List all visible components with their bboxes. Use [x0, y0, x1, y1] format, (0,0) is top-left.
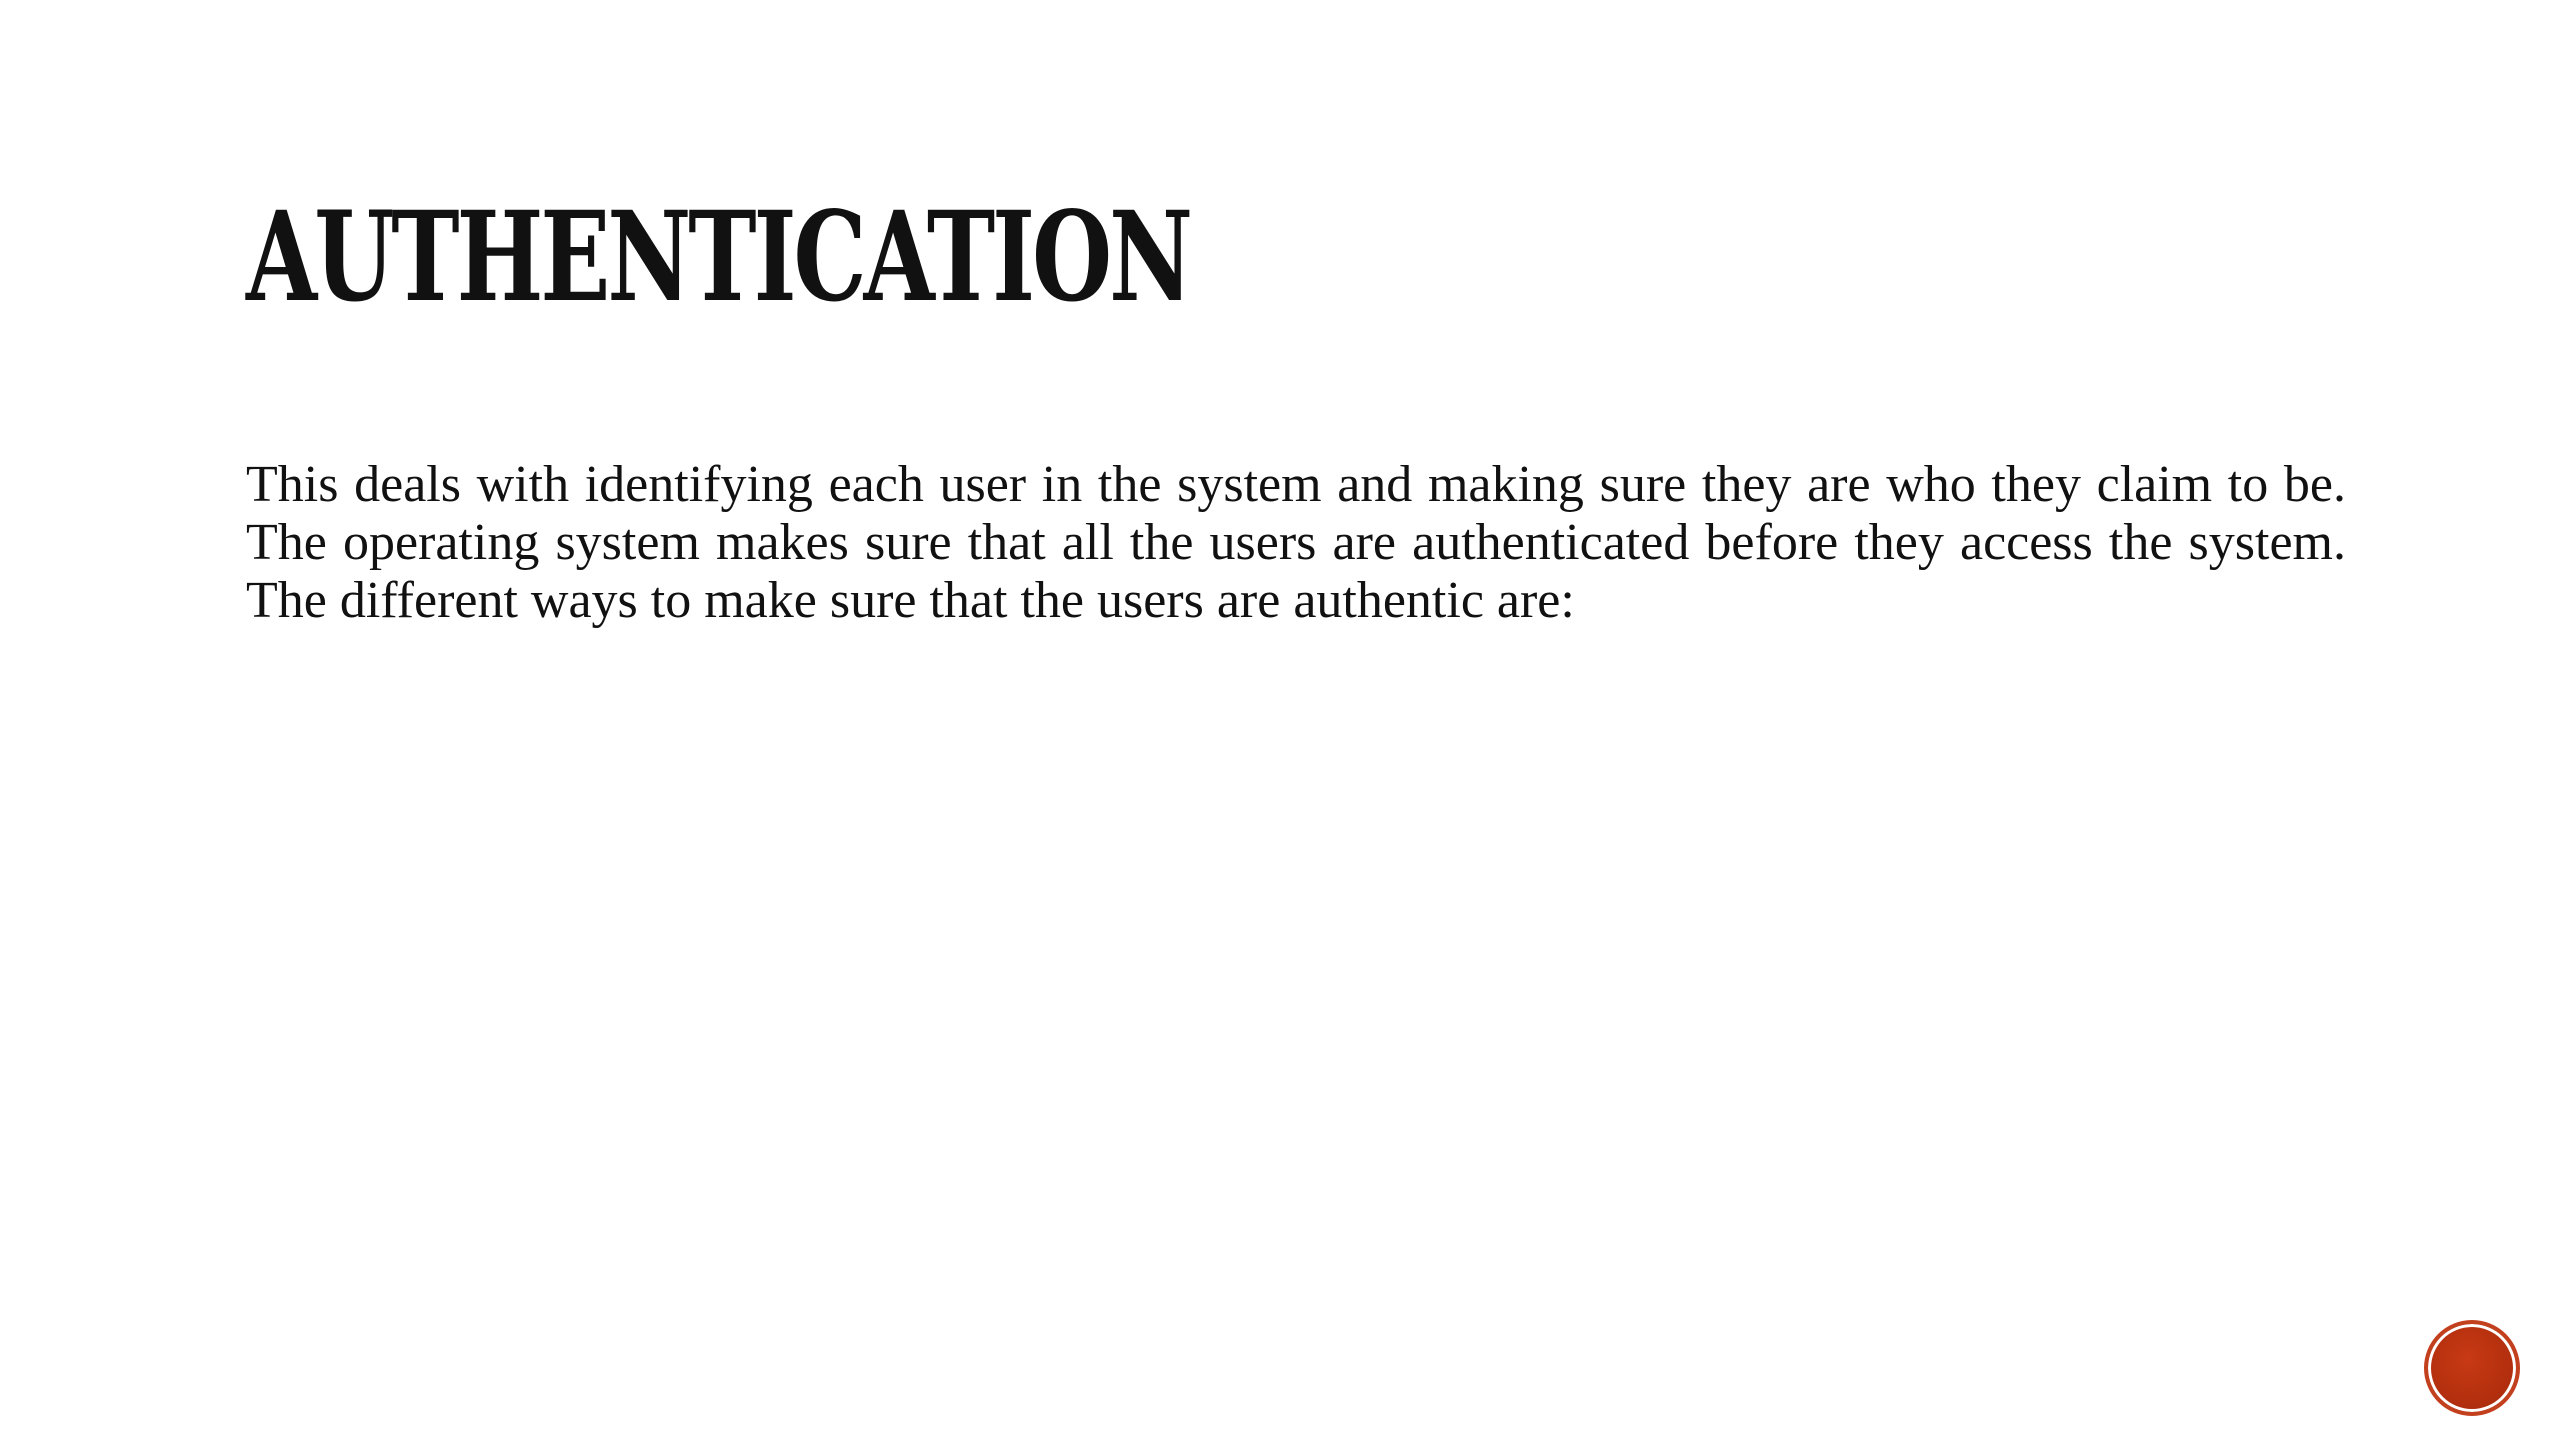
slide-title: AUTHENTICATION: [246, 185, 1190, 330]
slide-number-badge: [2424, 1320, 2520, 1416]
slide-body-text: This deals with identifying each user in the system and making sure they are who they claim to be. The operating system makes sure that all the users are authenticated before they access the system. The different ways to make sure that the users are authentic are:: [246, 456, 2346, 629]
